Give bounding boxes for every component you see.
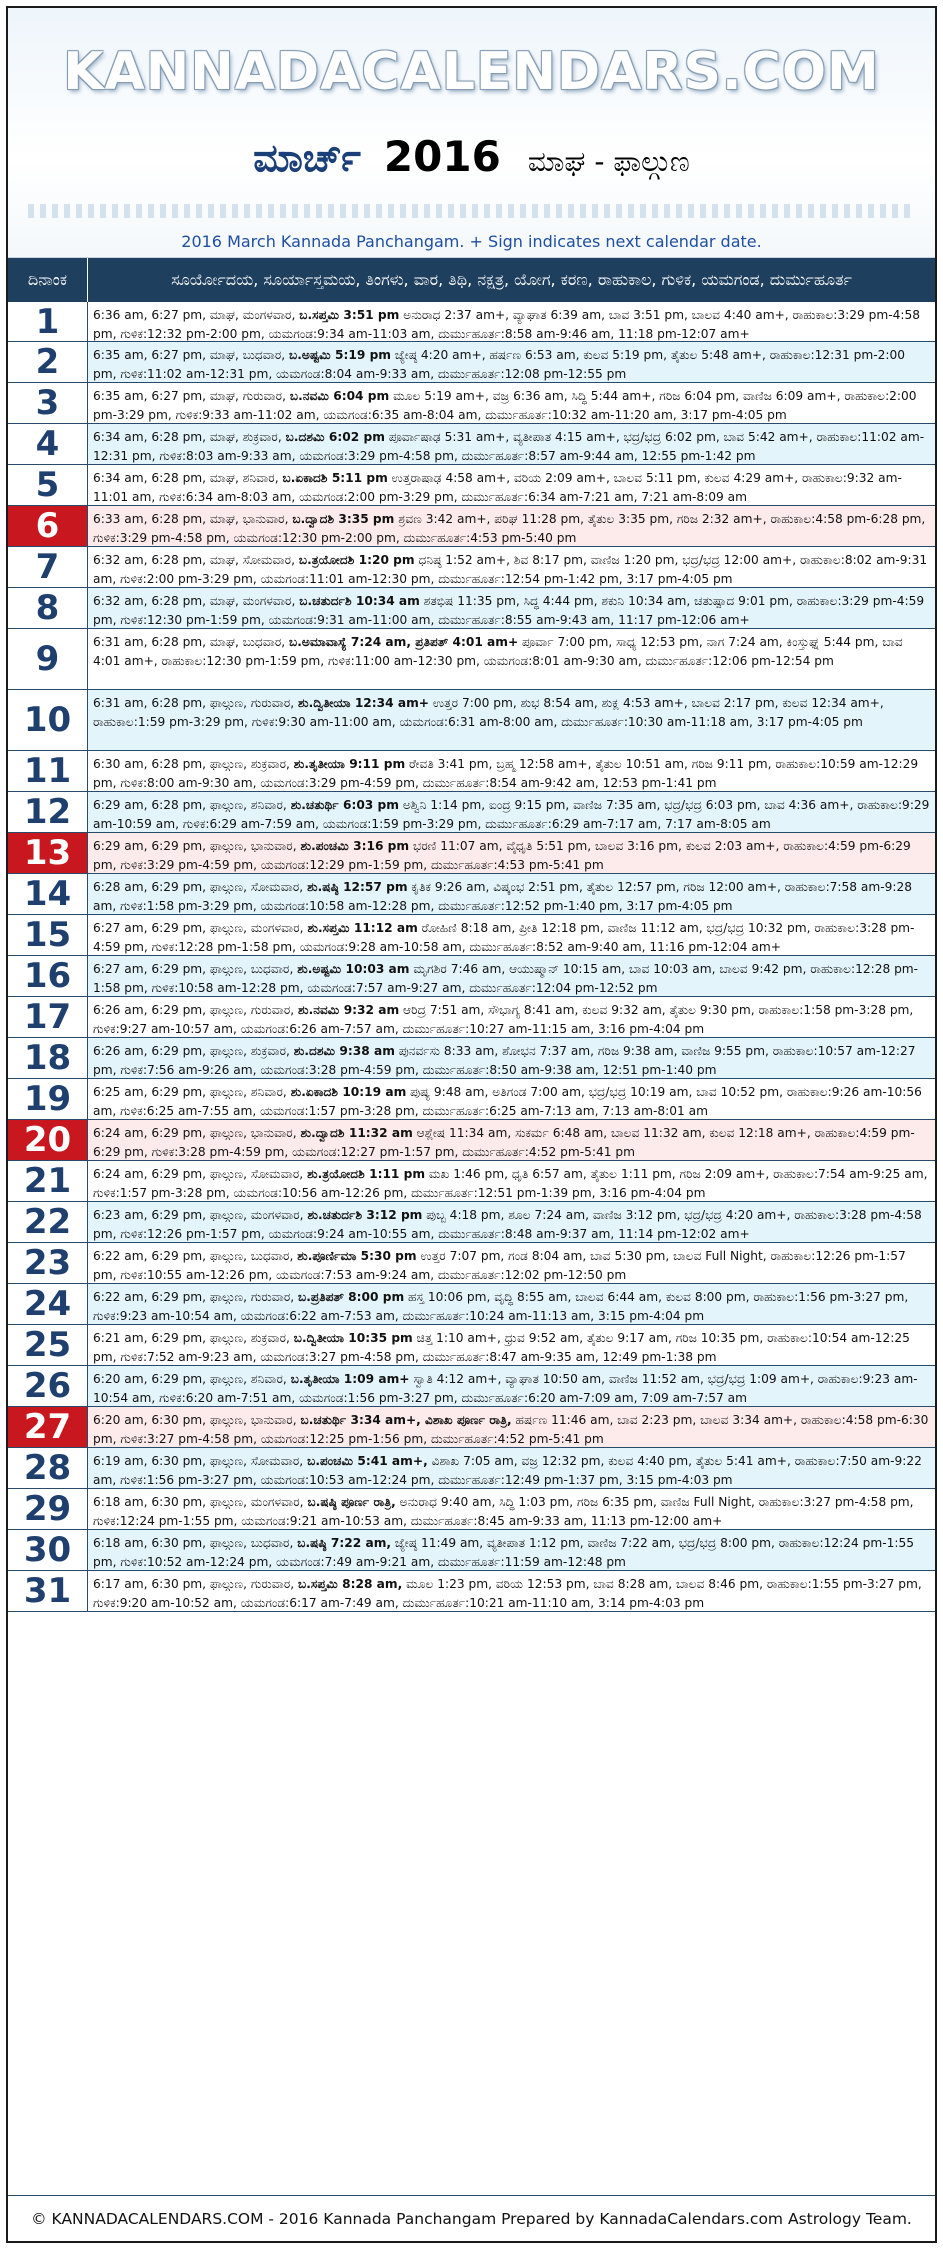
- ornament-divider: [28, 204, 915, 218]
- day-number: 18: [8, 1038, 88, 1078]
- day-panchanga-details: ಸ್ವಾತಿ 4:12 am+, ವ್ಯಾಘಾತ 10:50 am, ವಾಣಿಜ 11:52 am, ಭದ್ರ/ಭದ್ರ 1:09 am+, ರಾಹುಕಾಲ:9:23 am-10:54 am, ಗುಳಿಕ:6:20 am-7:51 am, ಯಮಗಂಡ:1:56 pm-3:27 pm, ದುರ್ಮುಹೂರ್ತ:6:20 am-7:09 am, 7:09 am-7:57 am: [93, 1372, 918, 1405]
- day-details: [88, 1243, 935, 1283]
- day-sun-month-weekday: 6:29 am, 6:28 pm, ಫಾಲ್ಗುಣ, ಶನಿವಾರ,: [93, 798, 291, 812]
- table-row: [8, 1284, 935, 1325]
- day-number: 20: [8, 1120, 88, 1160]
- day-tithi: ಬ.ದ್ವಾದಶಿ 3:35 pm: [292, 512, 395, 526]
- day-details: [88, 1284, 935, 1324]
- day-details: [88, 1202, 935, 1242]
- day-sun-month-weekday: 6:31 am, 6:28 pm, ಫಾಲ್ಗುಣ, ಗುರುವಾರ,: [93, 696, 299, 710]
- day-details: [88, 588, 935, 628]
- day-panchanga-details: ಅನುರಾಧ 2:37 am+, ವ್ಯಾಘಾತ 6:39 am, ಬಾವ 3:51 pm, ಬಾಲವ 4:40 am+, ರಾಹುಕಾಲ:3:29 pm-4:58 pm, ಗುಳಿಕ:12:32 pm-2:00 pm, ಯಮಗಂಡ:9:34 am-11:03 am, ದುರ್ಮುಹೂರ್ತ:8:58 am-9:46 am, 11:18 pm-12:07 am+: [93, 308, 921, 341]
- day-details: [88, 465, 935, 505]
- day-tithi: ಶು.ನವಮಿ 9:32 am: [298, 1003, 400, 1017]
- header-details: ಸೂರ್ಯೋದಯ, ಸೂರ್ಯಾಸ್ತಮಯ, ತಿಂಗಳು, ವಾರ, ತಿಥಿ, ನಕ್ಷತ್ರ, ಯೋಗ, ಕರಣ, ರಾಹುಕಾಲ, ಗುಳಿಕ, ಯಮಗಂಡ, ದುರ್ಮುಹೂರ್ತ: [171, 270, 852, 289]
- subtitle: 2016 March Kannada Panchangam. + Sign indicates next calendar date.: [181, 232, 762, 251]
- table-row: [8, 1489, 935, 1530]
- table-row: [8, 465, 935, 506]
- day-panchanga-details: ಆಶ್ಲೇಷ 11:34 am, ಸುಕರ್ಮ 6:48 am, ಬಾಲವ 11:32 am, ಕುಲವ 12:18 am+, ರಾಹುಕಾಲ:4:59 pm-6:29 pm, ಗುಳಿಕ:3:28 pm-4:59 pm, ಯಮಗಂಡ:12:27 pm-1:57 pm, ದುರ್ಮುಹೂರ್ತ:4:52 pm-5:41 pm: [93, 1126, 915, 1159]
- day-number: 31: [8, 1571, 88, 1611]
- month-year: 2016: [383, 132, 501, 181]
- day-number: 10: [8, 690, 88, 750]
- day-tithi: ಬ.ಚತುರ್ದಶಿ 10:34 am: [299, 594, 420, 608]
- day-tithi: ಶು.ಚತುರ್ಥಿ 6:03 pm: [290, 798, 399, 812]
- table-row: [8, 1407, 935, 1448]
- day-tithi: ಬ.ಪಂಚಮಿ 5:41 am+,: [307, 1454, 428, 1468]
- day-details: [88, 956, 935, 996]
- day-sun-month-weekday: 6:35 am, 6:27 pm, ಮಾಘ, ಬುಧವಾರ,: [93, 348, 290, 362]
- day-number: 30: [8, 1530, 88, 1570]
- day-tithi: ಬ.ತೃತೀಯಾ 1:09 am+: [290, 1372, 410, 1386]
- table-row: [8, 1530, 935, 1571]
- day-number: 4: [8, 424, 88, 464]
- day-number: 16: [8, 956, 88, 996]
- day-panchanga-details: ಪುಷ್ಯ 9:48 am, ಅತಿಗಂಡ 7:00 am, ಭದ್ರ/ಭದ್ರ 10:19 am, ಬಾವ 10:52 pm, ರಾಹುಕಾಲ:9:26 am-10:56 am, ಗುಳಿಕ:6:25 am-7:55 am, ಯಮಗಂಡ:1:57 pm-3:28 pm, ದುರ್ಮುಹೂರ್ತ:6:25 am-7:13 am, 7:13 am-8:01 am: [93, 1085, 922, 1118]
- day-number: 11: [8, 751, 88, 791]
- table-row: [8, 1038, 935, 1079]
- day-tithi: ಶು.ಪಂಚಮಿ 3:16 pm: [300, 839, 410, 853]
- day-tithi: ಶು.ದಶಮಿ 9:38 am: [293, 1044, 395, 1058]
- day-panchanga-details: ಮಖ 1:46 pm, ಧೃತಿ 6:57 am, ತೈತುಲ 1:11 pm, ಗರಿಜ 2:09 am+, ರಾಹುಕಾಲ:7:54 am-9:25 am, ಗುಳಿಕ:1:57 pm-3:28 pm, ಯಮಗಂಡ:10:56 am-12:26 pm, ದುರ್ಮುಹೂರ್ತ:12:51 pm-1:39 pm, 3:16 pm-4:04 pm: [93, 1167, 928, 1200]
- day-details: [88, 1489, 935, 1529]
- site-title[interactable]: KANNADACALENDARS.COM: [63, 42, 880, 102]
- day-number: 12: [8, 792, 88, 832]
- day-number: 1: [8, 302, 88, 341]
- table-row: [8, 833, 935, 874]
- day-panchanga-details: ಹರ್ಷಣ 11:46 am, ಬಾವ 2:23 pm, ಬಾಲವ 3:34 am+, ರಾಹುಕಾಲ:4:58 pm-6:30 pm, ಗುಳಿಕ:3:27 pm-4:58 pm, ಯಮಗಂಡ:12:25 pm-1:56 pm, ದುರ್ಮುಹೂರ್ತ:4:52 pm-5:41 pm: [93, 1413, 929, 1446]
- day-panchanga-details: ಹಸ್ತ 10:06 pm, ವೃದ್ಧಿ 8:55 am, ಬಾಲವ 6:44 am, ಕುಲವ 8:00 pm, ರಾಹುಕಾಲ:1:56 pm-3:27 pm, ಗುಳಿಕ:9:23 am-10:54 am, ಯಮಗಂಡ:6:22 am-7:53 am, ದುರ್ಮುಹೂರ್ತ:10:24 am-11:13 am, 3:15 pm-4:04 pm: [93, 1290, 909, 1323]
- day-details: [88, 424, 935, 464]
- day-panchanga-details: ಕೃತಿಕ 9:26 am, ವಿಷ್ಕಂಭ 2:51 pm, ತೈತುಲ 12:57 pm, ಗರಿಜ 12:00 am+, ರಾಹುಕಾಲ:7:58 am-9:28 am, ಗುಳಿಕ:1:58 pm-3:29 pm, ಯಮಗಂಡ:10:58 am-12:28 pm, ದುರ್ಮುಹೂರ್ತ:12:52 pm-1:40 pm, 3:17 pm-4:05 pm: [93, 880, 913, 913]
- day-number: 26: [8, 1366, 88, 1406]
- day-sun-month-weekday: 6:23 am, 6:29 pm, ಫಾಲ್ಗುಣ, ಮಂಗಳವಾರ,: [93, 1208, 308, 1222]
- day-panchanga-details: ಜ್ಯೇಷ್ಠ 11:49 am, ವ್ಯತೀಪಾತ 1:12 pm, ವಾಣಿಜ 7:22 am, ಭದ್ರ/ಭದ್ರ 8:00 pm, ರಾಹುಕಾಲ:12:24 pm-1:55 pm, ಗುಳಿಕ:10:52 am-12:24 pm, ಯಮಗಂಡ:7:49 am-9:21 am, ದುರ್ಮುಹೂರ್ತ:11:59 am-12:48 pm: [93, 1536, 914, 1569]
- day-tithi: ಬ.ಚತುರ್ಥಿ 3:34 am+, ವಿಶಾಖ ಪೂರ್ಣ ರಾತ್ರಿ,: [300, 1413, 512, 1427]
- day-panchanga-details: ಮೂಲ 1:23 pm, ವರಿಯ 12:53 pm, ಬಾವ 8:28 am, ಬಾಲವ 8:46 pm, ರಾಹುಕಾಲ:1:55 pm-3:27 pm, ಗುಳಿಕ:9:20 am-10:52 am, ಯಮಗಂಡ:6:17 am-7:49 am, ದುರ್ಮುಹೂರ್ತ:10:21 am-11:10 am, 3:14 pm-4:03 pm: [93, 1577, 922, 1610]
- day-panchanga-details: ಅಶ್ವಿನಿ 1:14 pm, ಐಂದ್ರ 9:15 pm, ವಾಣಿಜ 7:35 am, ಭದ್ರ/ಭದ್ರ 6:03 pm, ಬಾವ 4:36 am+, ರಾಹುಕಾಲ:9:29 am-10:59 am, ಗುಳಿಕ:6:29 am-7:59 am, ಯಮಗಂಡ:1:59 pm-3:29 pm, ದುರ್ಮುಹೂರ್ತ:6:29 am-7:17 am, 7:17 am-8:05 am: [93, 798, 930, 831]
- table-row: [8, 1161, 935, 1202]
- day-number: 28: [8, 1448, 88, 1488]
- day-sun-month-weekday: 6:24 am, 6:29 pm, ಫಾಲ್ಗುಣ, ಸೋಮವಾರ,: [93, 1167, 308, 1181]
- day-panchanga-details: ವಿಶಾಖ 7:05 am, ವಜ್ರ 12:32 pm, ಕುಲವ 4:40 pm, ತೈತುಲ 5:41 am+, ರಾಹುಕಾಲ:7:50 am-9:22 am, ಗುಳಿಕ:1:56 pm-3:27 pm, ಯಮಗಂಡ:10:53 am-12:24 pm, ದುರ್ಮುಹೂರ್ತ:12:49 pm-1:37 pm, 3:15 pm-4:03 pm: [93, 1454, 922, 1487]
- day-number: 6: [8, 506, 88, 546]
- banner: [8, 8, 935, 258]
- day-details: [88, 690, 935, 750]
- day-details: [88, 1366, 935, 1406]
- day-sun-month-weekday: 6:18 am, 6:30 pm, ಫಾಲ್ಗುಣ, ಬುಧವಾರ,: [93, 1536, 298, 1550]
- day-number: 3: [8, 383, 88, 423]
- day-tithi: ಬ.ಷಷ್ಠಿ 7:22 am,: [297, 1536, 392, 1550]
- day-details: [88, 751, 935, 791]
- day-details: [88, 1407, 935, 1447]
- month-name-kannada: ಮಾರ್ಚ್: [253, 136, 361, 180]
- day-details: [88, 792, 935, 832]
- day-sun-month-weekday: 6:34 am, 6:28 pm, ಮಾಘ, ಶುಕ್ರವಾರ,: [93, 430, 286, 444]
- day-sun-month-weekday: 6:29 am, 6:29 pm, ಫಾಲ್ಗುಣ, ಭಾನುವಾರ,: [93, 839, 301, 853]
- day-number: 24: [8, 1284, 88, 1324]
- table-row: [8, 629, 935, 690]
- day-sun-month-weekday: 6:24 am, 6:29 pm, ಫಾಲ್ಗುಣ, ಭಾನುವಾರ,: [93, 1126, 301, 1140]
- table-row: [8, 915, 935, 956]
- day-details: [88, 1530, 935, 1570]
- table-row: [8, 506, 935, 547]
- day-panchanga-details: ಪೂರ್ವಾಷಾಢ 5:31 am+, ವ್ಯತೀಪಾತ 4:15 am+, ಭದ್ರ/ಭದ್ರ 6:02 pm, ಬಾವ 5:42 am+, ರಾಹುಕಾಲ:11:02 am-12:31 pm, ಗುಳಿಕ:8:03 am-9:33 am, ಯಮಗಂಡ:3:29 pm-4:58 pm, ದುರ್ಮುಹೂರ್ತ:8:57 am-9:44 am, 12:55 pm-1:42 pm: [93, 430, 925, 463]
- header-date: ದಿನಾಂಕ: [8, 258, 88, 302]
- day-panchanga-details: ಪುಬ್ಬ 4:18 pm, ಶೂಲ 7:24 am, ವಾಣಿಜ 3:12 pm, ಭದ್ರ/ಭದ್ರ 4:20 am+, ರಾಹುಕಾಲ:3:28 pm-4:58 pm, ಗುಳಿಕ:12:26 pm-1:57 pm, ಯಮಗಂಡ:9:24 am-10:55 am, ದುರ್ಮುಹೂರ್ತ:8:48 am-9:37 am, 11:14 pm-12:02 am+: [93, 1208, 922, 1241]
- day-sun-month-weekday: 6:35 am, 6:27 pm, ಮಾಘ, ಗುರುವಾರ,: [93, 389, 290, 403]
- day-tithi: ಶು.ದ್ವಿತೀಯಾ 12:34 am+: [298, 696, 429, 710]
- day-sun-month-weekday: 6:26 am, 6:29 pm, ಫಾಲ್ಗುಣ, ಗುರುವಾರ,: [93, 1003, 299, 1017]
- table-row: [8, 956, 935, 997]
- day-tithi: ಬ.ದ್ವಿತೀಯಾ 10:35 pm: [293, 1331, 413, 1345]
- day-sun-month-weekday: 6:20 am, 6:30 pm, ಫಾಲ್ಗುಣ, ಭಾನುವಾರ,: [93, 1413, 301, 1427]
- day-details: [88, 1038, 935, 1078]
- day-number: 25: [8, 1325, 88, 1365]
- day-panchanga-details: ಭರಣಿ 11:07 am, ವೈಧೃತಿ 5:51 pm, ಬಾಲವ 3:16 pm, ಕುಲವ 2:03 am+, ರಾಹುಕಾಲ:4:59 pm-6:29 pm, ಗುಳಿಕ:3:29 pm-4:59 pm, ಯಮಗಂಡ:12:29 pm-1:59 pm, ದುರ್ಮುಹೂರ್ತ:4:53 pm-5:41 pm: [93, 839, 911, 872]
- day-number: 2: [8, 342, 88, 382]
- table-row: [8, 424, 935, 465]
- table-row: [8, 1325, 935, 1366]
- table-row: [8, 1120, 935, 1161]
- table-row: [8, 751, 935, 792]
- day-panchanga-details: ರೇವತಿ 3:41 pm, ಬ್ರಹ್ಮ 12:58 am+, ತೈತುಲ 10:51 am, ಗರಿಜ 9:11 pm, ರಾಹುಕಾಲ:10:59 am-12:29 pm, ಗುಳಿಕ:8:00 am-9:30 am, ಯಮಗಂಡ:3:29 pm-4:59 pm, ದುರ್ಮುಹೂರ್ತ:8:54 am-9:42 am, 12:53 pm-1:41 pm: [93, 757, 919, 790]
- day-details: [88, 874, 935, 914]
- day-details: [88, 383, 935, 423]
- day-sun-month-weekday: 6:28 am, 6:29 pm, ಫಾಲ್ಗುಣ, ಸೋಮವಾರ,: [93, 880, 308, 894]
- table-row: [8, 1448, 935, 1489]
- table-row: [8, 997, 935, 1038]
- day-details: [88, 302, 935, 341]
- day-number: 14: [8, 874, 88, 914]
- day-panchanga-details: ಜ್ಯೇಷ್ಠ 4:20 am+, ಹರ್ಷಣ 6:53 am, ಕುಲವ 5:19 pm, ತೈತುಲ 5:48 am+, ರಾಹುಕಾಲ:12:31 pm-2:00 pm, ಗುಳಿಕ:11:02 am-12:31 pm, ಯಮಗಂಡ:8:04 am-9:33 am, ದುರ್ಮುಹೂರ್ತ:12:08 pm-12:55 pm: [93, 348, 905, 381]
- day-number: 19: [8, 1079, 88, 1119]
- day-sun-month-weekday: 6:19 am, 6:30 pm, ಫಾಲ್ಗುಣ, ಸೋಮವಾರ,: [93, 1454, 308, 1468]
- table-row: [8, 1243, 935, 1284]
- month-heading: [8, 132, 935, 192]
- day-panchanga-details: ಆರಿದ್ರ 7:51 am, ಸೌಭಾಗ್ಯ 8:41 am, ಕುಲವ 9:32 am, ತೈತುಲ 9:30 pm, ರಾಹುಕಾಲ:1:58 pm-3:28 pm, ಗುಳಿಕ:9:27 am-10:57 am, ಯಮಗಂಡ:6:26 am-7:57 am, ದುರ್ಮುಹೂರ್ತ:10:27 am-11:15 am, 3:16 pm-4:04 pm: [93, 1003, 914, 1036]
- day-rows: [8, 302, 935, 1612]
- day-sun-month-weekday: 6:32 am, 6:28 pm, ಮಾಘ, ಸೋಮವಾರ,: [93, 553, 299, 567]
- day-panchanga-details: ಉತ್ತರ 7:00 pm, ಶುಭ 8:54 am, ಶುಕ್ಲ 4:53 am+, ಬಾಲವ 2:17 pm, ಕುಲವ 12:34 am+, ರಾಹುಕಾಲ:1:59 pm-3:29 pm, ಗುಳಿಕ:9:30 am-11:00 am, ಯಮಗಂಡ:6:31 am-8:00 am, ದುರ್ಮುಹೂರ್ತ:10:30 am-11:18 am, 3:17 pm-4:05 pm: [93, 696, 884, 729]
- day-sun-month-weekday: 6:17 am, 6:30 pm, ಫಾಲ್ಗುಣ, ಗುರುವಾರ,: [93, 1577, 299, 1591]
- day-details: [88, 1571, 935, 1611]
- day-sun-month-weekday: 6:22 am, 6:29 pm, ಫಾಲ್ಗುಣ, ಗುರುವಾರ,: [93, 1290, 299, 1304]
- day-tithi: ಬ.ಷಷ್ಠಿ ಪೂರ್ಣ ರಾತ್ರಿ,: [307, 1495, 396, 1509]
- day-details: [88, 1325, 935, 1365]
- day-sun-month-weekday: 6:36 am, 6:27 pm, ಮಾಘ, ಮಂಗಳವಾರ,: [93, 308, 300, 322]
- day-details: [88, 506, 935, 546]
- table-row: [8, 1366, 935, 1407]
- day-number: 13: [8, 833, 88, 873]
- day-sun-month-weekday: 6:27 am, 6:29 pm, ಫಾಲ್ಗುಣ, ಬುಧವಾರ,: [93, 962, 298, 976]
- day-panchanga-details: ಮೂಲ 5:19 am+, ವಜ್ರ 6:36 am, ಸಿದ್ಧಿ 5:44 am+, ಗರಿಜ 6:04 pm, ವಾಣಿಜ 6:09 am+, ರಾಹುಕಾಲ:2:00 pm-3:29 pm, ಗುಳಿಕ:9:33 am-11:02 am, ಯಮಗಂಡ:6:35 am-8:04 am, ದುರ್ಮುಹೂರ್ತ:10:32 am-11:20 am, 3:17 pm-4:05 pm: [93, 389, 917, 422]
- day-tithi: ಶು.ಏಕಾದಶಿ 10:19 am: [290, 1085, 407, 1099]
- day-sun-month-weekday: 6:32 am, 6:28 pm, ಮಾಘ, ಮಂಗಳವಾರ,: [93, 594, 300, 608]
- day-sun-month-weekday: 6:20 am, 6:29 pm, ಫಾಲ್ಗುಣ, ಶನಿವಾರ,: [93, 1372, 291, 1386]
- day-number: 9: [8, 629, 88, 689]
- day-sun-month-weekday: 6:21 am, 6:29 pm, ಫಾಲ್ಗುಣ, ಶುಕ್ರವಾರ,: [93, 1331, 294, 1345]
- table-row: [8, 792, 935, 833]
- day-number: 29: [8, 1489, 88, 1529]
- day-tithi: ಬ.ಏಕಾದಶಿ 5:11 pm: [282, 471, 388, 485]
- table-row: [8, 1571, 935, 1612]
- day-panchanga-details: ಶ್ರವಣ 3:42 am+, ಪರಿಘ 11:28 pm, ತೈತುಲ 3:35 pm, ಗರಿಜ 2:32 am+, ರಾಹುಕಾಲ:4:58 pm-6:28 pm, ಗುಳಿಕ:3:29 pm-4:58 pm, ಯಮಗಂಡ:12:30 pm-2:00 pm, ದುರ್ಮುಹೂರ್ತ:4:53 pm-5:40 pm: [93, 512, 926, 545]
- day-details: [88, 833, 935, 873]
- day-sun-month-weekday: 6:33 am, 6:28 pm, ಮಾಘ, ಭಾನುವಾರ,: [93, 512, 293, 526]
- day-details: [88, 1079, 935, 1119]
- day-panchanga-details: ಅನುರಾಧ 9:40 am, ಸಿದ್ಧಿ 1:03 pm, ಗರಿಜ 6:35 pm, ವಾಣಿಜ Full Night, ರಾಹುಕಾಲ:3:27 pm-4:58 pm, ಗುಳಿಕ:12:24 pm-1:55 pm, ಯಮಗಂಡ:9:21 am-10:53 am, ದುರ್ಮುಹೂರ್ತ:8:45 am-9:33 am, 11:13 pm-12:00 am+: [93, 1495, 914, 1528]
- day-tithi: ಶು.ದ್ವಾದಶಿ 11:32 am: [300, 1126, 413, 1140]
- day-panchanga-details: ಉತ್ತರ 7:07 pm, ಗಂಡ 8:04 am, ಬಾವ 5:30 pm, ಬಾಲವ Full Night, ರಾಹುಕಾಲ:12:26 pm-1:57 pm, ಗುಳಿಕ:10:55 am-12:26 pm, ಯಮಗಂಡ:7:53 am-9:24 am, ದುರ್ಮುಹೂರ್ತ:12:02 pm-12:50 pm: [93, 1249, 906, 1282]
- day-panchanga-details: ಚಿತ್ತ 1:10 am+, ಧ್ರುವ 9:52 am, ತೈತುಲ 9:17 am, ಗರಿಜ 10:35 pm, ರಾಹುಕಾಲ:10:54 am-12:25 pm, ಗುಳಿಕ:7:52 am-9:23 am, ಯಮಗಂಡ:3:27 pm-4:58 pm, ದುರ್ಮುಹೂರ್ತ:8:47 am-9:35 am, 12:49 pm-1:38 pm: [93, 1331, 910, 1364]
- day-panchanga-details: ಶತಭಿಷ 11:35 pm, ಸಿದ್ಧ 4:44 pm, ಶಕುನಿ 10:34 am, ಚತುಷ್ಪಾದ 9:01 pm, ರಾಹುಕಾಲ:3:29 pm-4:59 pm, ಗುಳಿಕ:12:30 pm-1:59 pm, ಯಮಗಂಡ:9:31 am-11:00 am, ದುರ್ಮುಹೂರ್ತ:8:55 am-9:43 am, 11:17 pm-12:06 am+: [93, 594, 925, 627]
- month-masa: ಮಾಘ - ಫಾಲ್ಗುಣ: [527, 145, 690, 178]
- day-details: [88, 915, 935, 955]
- day-tithi: ಶು.ಷಷ್ಠಿ 12:57 pm: [307, 880, 408, 894]
- day-panchanga-details: ಪೂರ್ವಾ 7:00 pm, ಸಾಧ್ಯ 12:53 pm, ನಾಗ 7:24 am, ಕಿಂಸ್ತುಘ್ನ 5:44 pm, ಬಾವ 4:01 am+, ರಾಹುಕಾಲ:12:30 pm-1:59 pm, ಗುಳಿಕ:11:00 am-12:30 pm, ಯಮಗಂಡ:8:01 am-9:30 am, ದುರ್ಮುಹೂರ್ತ:12:06 pm-12:54 pm: [93, 635, 903, 668]
- day-tithi: ಶು.ತೃತೀಯಾ 9:11 pm: [293, 757, 406, 771]
- day-details: [88, 1448, 935, 1488]
- day-panchanga-details: ರೋಹಿಣಿ 8:18 am, ಪ್ರೀತಿ 12:18 pm, ವಾಣಿಜ 11:12 am, ಭದ್ರ/ಭದ್ರ 10:32 pm, ರಾಹುಕಾಲ:3:28 pm-4:59 pm, ಗುಳಿಕ:12:28 pm-1:58 pm, ಯಮಗಂಡ:9:28 am-10:58 am, ದುರ್ಮುಹೂರ್ತ:8:52 am-9:40 am, 11:16 pm-12:04 am+: [93, 921, 915, 954]
- day-number: 21: [8, 1161, 88, 1201]
- day-details: [88, 1120, 935, 1160]
- table-header: [8, 258, 935, 302]
- day-sun-month-weekday: 6:31 am, 6:28 pm, ಮಾಘ, ಬುಧವಾರ,: [93, 635, 290, 649]
- table-row: [8, 690, 935, 751]
- day-tithi: ಬ.ಸಪ್ತಮಿ 3:51 pm: [299, 308, 400, 322]
- day-tithi: ಶು.ತ್ರಯೋದಶಿ 1:11 pm: [307, 1167, 426, 1181]
- day-details: [88, 547, 935, 587]
- day-panchanga-details: ಧನಿಷ್ಠ 1:52 am+, ಶಿವ 8:17 pm, ವಾಣಿಜ 1:20 pm, ಭದ್ರ/ಭದ್ರ 12:00 am+, ರಾಹುಕಾಲ:8:02 am-9:31 am, ಗುಳಿಕ:2:00 pm-3:29 pm, ಯಮಗಂಡ:11:01 am-12:30 pm, ದುರ್ಮುಹೂರ್ತ:12:54 pm-1:42 pm, 3:17 pm-4:05 pm: [93, 553, 928, 586]
- table-row: [8, 302, 935, 342]
- day-number: 8: [8, 588, 88, 628]
- day-number: 15: [8, 915, 88, 955]
- day-details: [88, 342, 935, 382]
- day-number: 23: [8, 1243, 88, 1283]
- day-details: [88, 1161, 935, 1201]
- day-number: 22: [8, 1202, 88, 1242]
- day-number: 5: [8, 465, 88, 505]
- day-tithi: ಬ.ನವಮಿ 6:04 pm: [289, 389, 390, 403]
- day-tithi: ಬ.ಸಪ್ತಮಿ 8:28 am,: [298, 1577, 403, 1591]
- table-row: [8, 383, 935, 424]
- day-number: 17: [8, 997, 88, 1037]
- day-number: 27: [8, 1407, 88, 1447]
- day-panchanga-details: ಮೃಗಶಿರ 7:46 am, ಆಯುಷ್ಮಾನ್ 10:15 am, ಬಾವ 10:03 am, ಬಾಲವ 9:42 pm, ರಾಹುಕಾಲ:12:28 pm-1:58 pm, ಗುಳಿಕ:10:58 am-12:28 pm, ಯಮಗಂಡ:7:57 am-9:27 am, ದುರ್ಮುಹೂರ್ತ:12:04 pm-12:52 pm: [93, 962, 919, 995]
- day-tithi: ಶು.ಅಷ್ಟಮಿ 10:03 am: [297, 962, 410, 976]
- footer: © KANNADACALENDARS.COM - 2016 Kannada Panchangam Prepared by KannadaCalendars.com Astrology Team.: [8, 2195, 935, 2241]
- table-row: [8, 342, 935, 383]
- table-row: [8, 874, 935, 915]
- day-sun-month-weekday: 6:22 am, 6:29 pm, ಫಾಲ್ಗುಣ, ಬುಧವಾರ,: [93, 1249, 298, 1263]
- day-sun-month-weekday: 6:27 am, 6:29 pm, ಫಾಲ್ಗುಣ, ಮಂಗಳವಾರ,: [93, 921, 308, 935]
- day-panchanga-details: ಪುನರ್ವಸು 8:33 am, ಶೋಭನ 7:37 am, ಗರಿಜ 9:38 am, ವಾಣಿಜ 9:55 pm, ರಾಹುಕಾಲ:10:57 am-12:27 pm, ಗುಳಿಕ:7:56 am-9:26 am, ಯಮಗಂಡ:3:28 pm-4:59 pm, ದುರ್ಮುಹೂರ್ತ:8:50 am-9:38 am, 12:51 pm-1:40 pm: [93, 1044, 916, 1077]
- day-tithi: ಬ.ಅಷ್ಟಮಿ 5:19 pm: [289, 348, 391, 362]
- day-tithi: ಬ.ತ್ರಯೋದಶಿ 1:20 pm: [298, 553, 415, 567]
- day-tithi: ಬ.ಅಮಾವಾಸ್ಯೆ 7:24 am, ಪ್ರತಿಪತ್ 4:01 am+: [289, 635, 519, 649]
- day-tithi: ಶು.ಪೂರ್ಣಿಮಾ 5:30 pm: [297, 1249, 417, 1263]
- table-row: [8, 588, 935, 629]
- day-panchanga-details: ಉತ್ತರಾಷಾಢ 4:58 am+, ವರಿಯ 2:09 am+, ಬಾಲವ 5:11 pm, ಕುಲವ 4:29 am+, ರಾಹುಕಾಲ:9:32 am-11:01 am, ಗುಳಿಕ:6:34 am-8:03 am, ಯಮಗಂಡ:2:00 pm-3:29 pm, ದುರ್ಮುಹೂರ್ತ:6:34 am-7:21 am, 7:21 am-8:09 am: [93, 471, 902, 504]
- day-sun-month-weekday: 6:18 am, 6:30 pm, ಫಾಲ್ಗುಣ, ಮಂಗಳವಾರ,: [93, 1495, 308, 1509]
- day-number: 7: [8, 547, 88, 587]
- day-tithi: ಬ.ದಶಮಿ 6:02 pm: [285, 430, 385, 444]
- calendar-frame: [6, 6, 937, 2243]
- day-sun-month-weekday: 6:26 am, 6:29 pm, ಫಾಲ್ಗುಣ, ಶುಕ್ರವಾರ,: [93, 1044, 294, 1058]
- day-tithi: ಶು.ಸಪ್ತಮಿ 11:12 am: [307, 921, 418, 935]
- day-details: [88, 997, 935, 1037]
- table-row: [8, 547, 935, 588]
- day-sun-month-weekday: 6:34 am, 6:28 pm, ಮಾಘ, ಶನಿವಾರ,: [93, 471, 283, 485]
- day-details: [88, 629, 935, 689]
- table-row: [8, 1202, 935, 1243]
- table-row: [8, 1079, 935, 1120]
- day-sun-month-weekday: 6:25 am, 6:29 pm, ಫಾಲ್ಗುಣ, ಶನಿವಾರ,: [93, 1085, 291, 1099]
- day-tithi: ಬ.ಪ್ರತಿಪತ್ 8:00 pm: [298, 1290, 405, 1304]
- day-sun-month-weekday: 6:30 am, 6:28 pm, ಫಾಲ್ಗುಣ, ಶುಕ್ರವಾರ,: [93, 757, 294, 771]
- day-tithi: ಶು.ಚತುರ್ದಶಿ 3:12 pm: [307, 1208, 423, 1222]
